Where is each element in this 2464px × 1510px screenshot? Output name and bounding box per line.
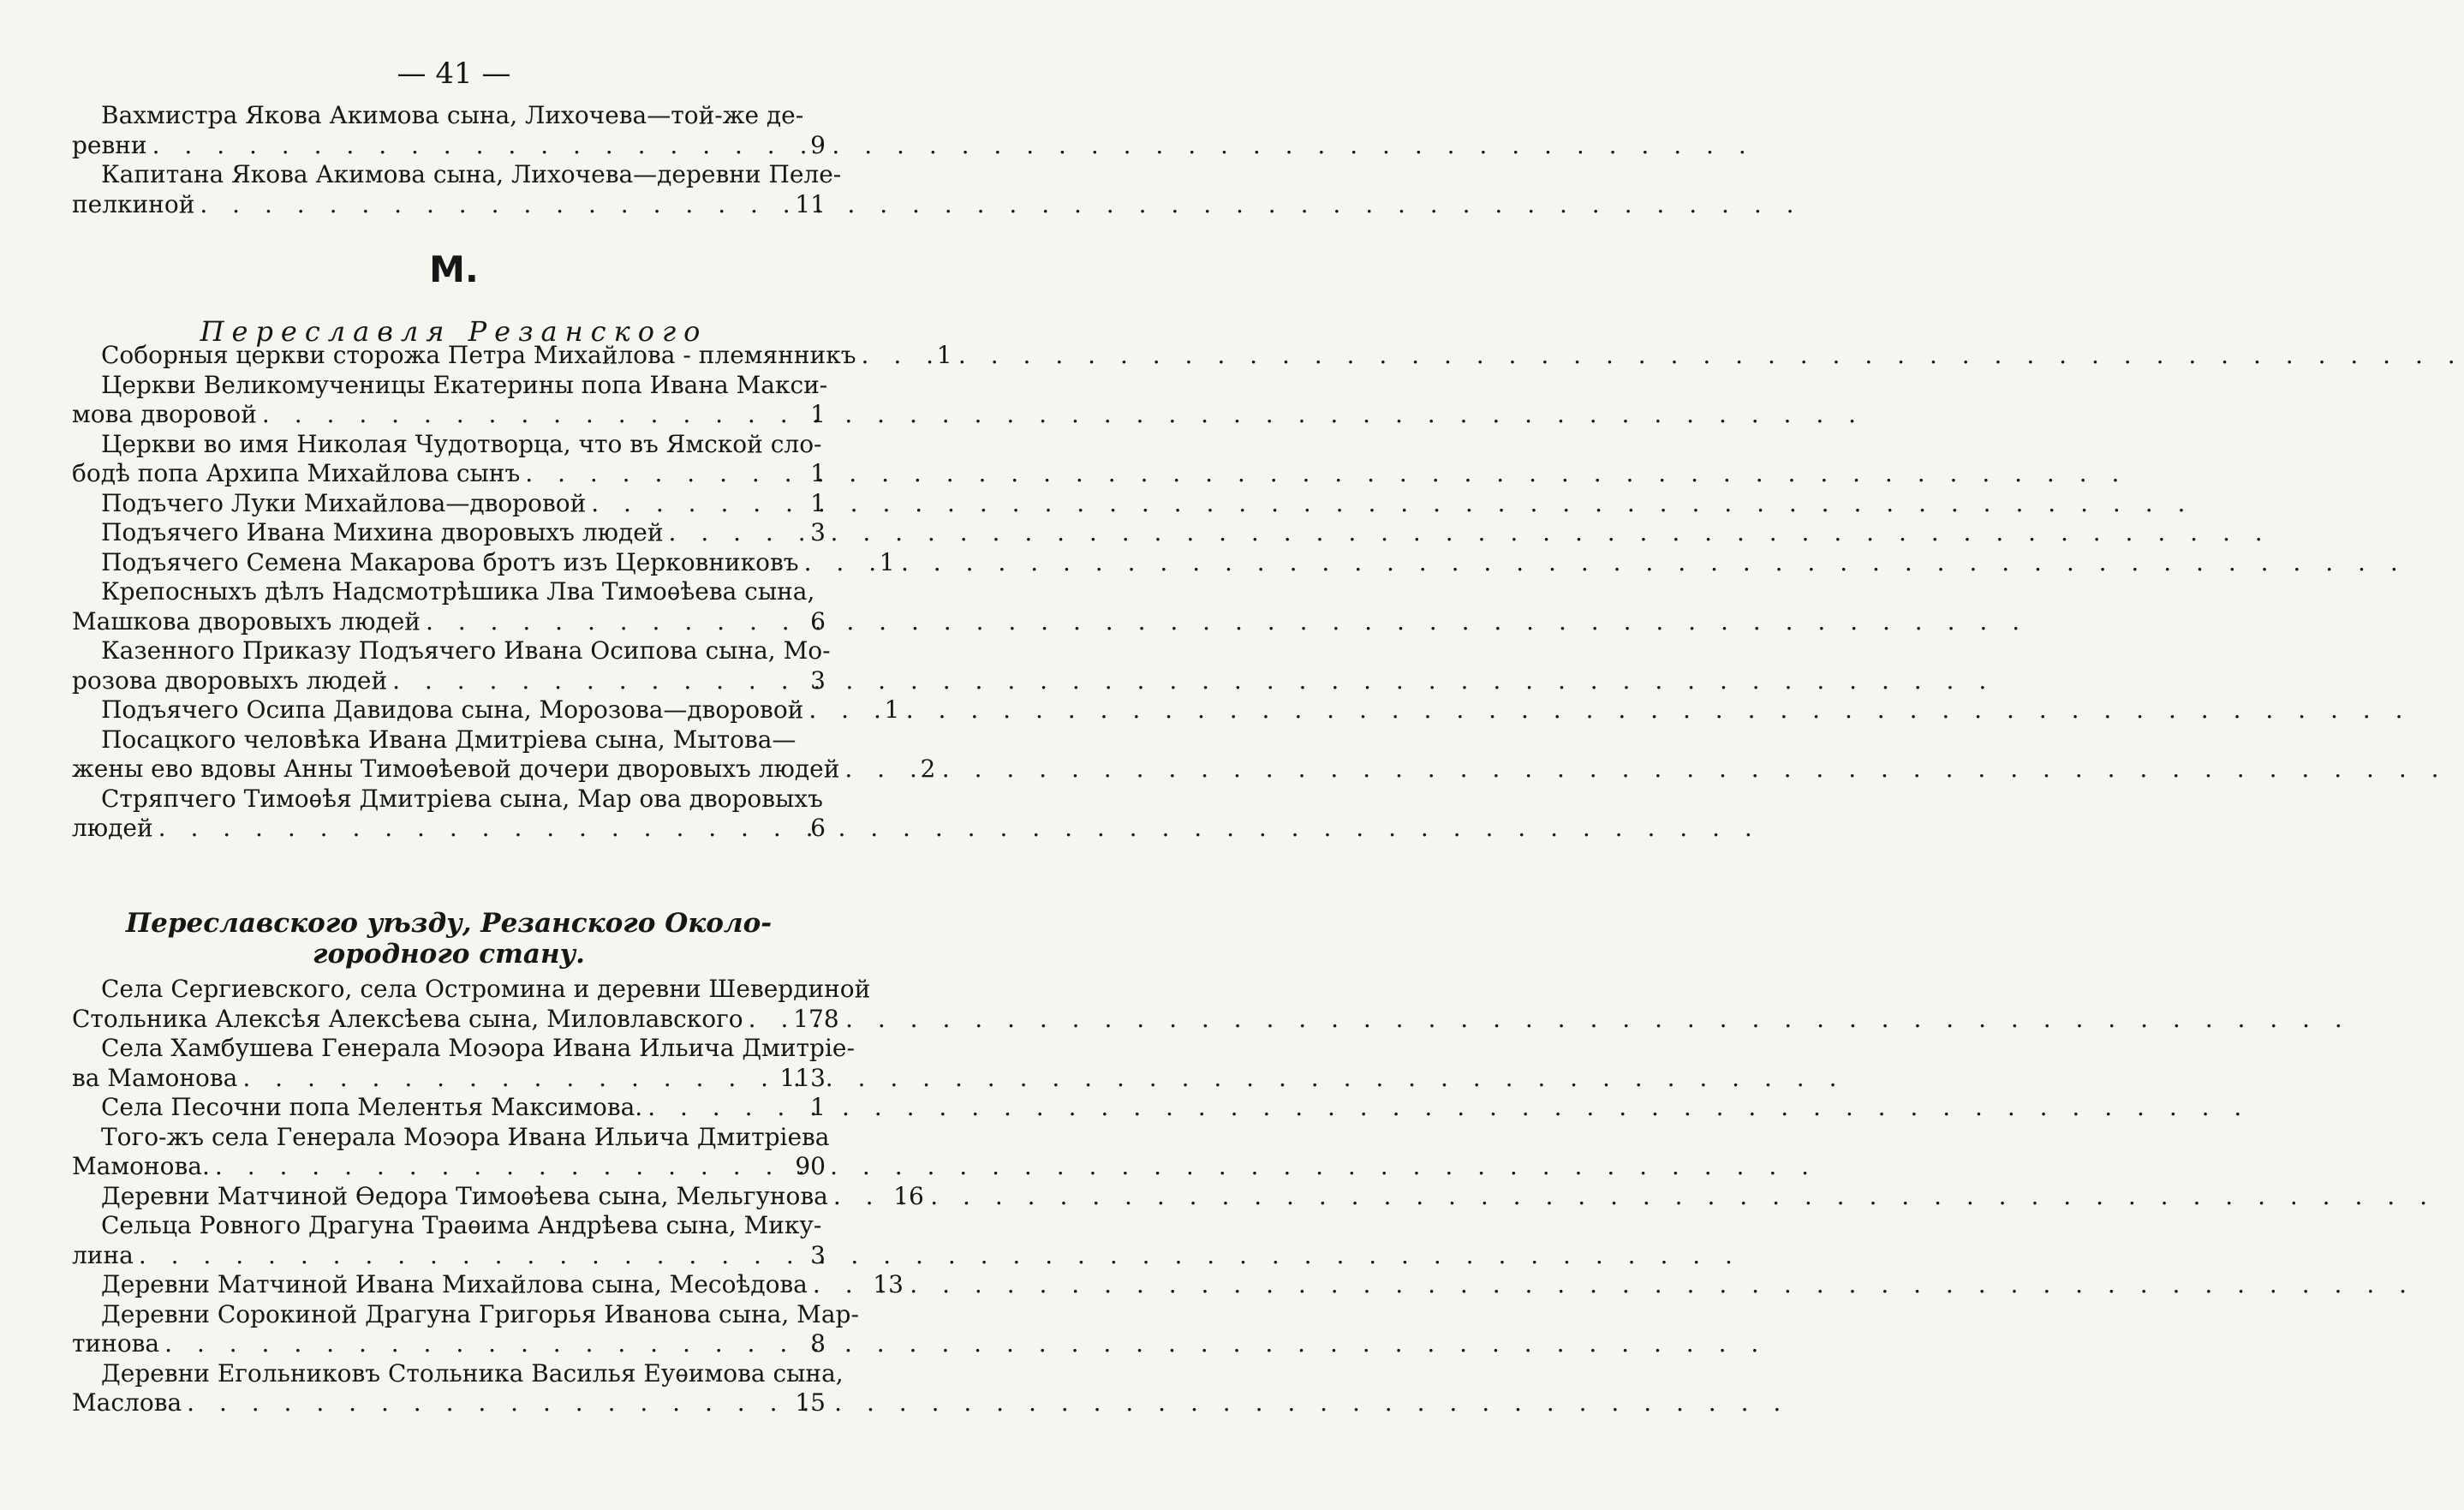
dot-leader bbox=[743, 1005, 754, 1035]
entry-line bbox=[72, 1270, 904, 1300]
entry-count: 1 bbox=[936, 341, 952, 369]
entry-text: ревни bbox=[72, 130, 147, 159]
list-item bbox=[72, 1034, 855, 1093]
entry-text: Церкви Великомученицы Екатерины попа Ивана Макси- bbox=[101, 370, 828, 399]
entry-line bbox=[72, 975, 871, 1005]
dot-leader bbox=[839, 755, 850, 785]
entry-line bbox=[72, 1181, 924, 1212]
list-item bbox=[72, 1358, 844, 1418]
entry-text: Села Песочни попа Мелентья Максимова. bbox=[101, 1093, 643, 1121]
dot-leader bbox=[642, 1093, 740, 1123]
entry-line bbox=[72, 1241, 826, 1271]
entry-text: Машкова дворовыхъ людей bbox=[72, 606, 421, 636]
entry-count: 9 bbox=[810, 130, 826, 159]
entry-line bbox=[72, 636, 831, 666]
entry-count: 11 bbox=[795, 189, 826, 218]
entry-line bbox=[72, 1388, 826, 1418]
entry-text: Деревни Матчиной Ивана Михайлова сына, Месоѣдова bbox=[101, 1270, 808, 1298]
dot-leader bbox=[421, 607, 740, 637]
list-item bbox=[72, 1270, 904, 1300]
dot-leader bbox=[856, 341, 867, 371]
entry-text: Села Сергиевского, села Остромина и деревни Шевердиной bbox=[101, 975, 871, 1003]
entry-text: Посацкого человѣка Ивана Дмитріева сына, Мытова— bbox=[101, 725, 796, 754]
entry-count: 13 bbox=[873, 1270, 904, 1298]
entry-line bbox=[72, 160, 842, 190]
entry-text: Деревни Матчиной Ѳедора Тимоѳѣева сына, Мельгунова bbox=[101, 1181, 828, 1210]
entry-line bbox=[72, 400, 826, 430]
entry-text: Подъячего Ивана Михина дворовыхъ людей bbox=[101, 518, 664, 546]
page-number: — 41 — bbox=[397, 57, 511, 91]
entry-count: 90 bbox=[795, 1152, 826, 1180]
list-item bbox=[72, 1211, 826, 1270]
entry-text: Деревни Егольниковъ Стольника Василья Еуѳимова сына, bbox=[101, 1358, 844, 1388]
list-item bbox=[72, 975, 871, 1034]
entry-line bbox=[72, 1152, 826, 1182]
entry-count: 1 bbox=[810, 1093, 826, 1121]
entry-text: Деревни Сорокиной Драгуна Григорья Иванова сына, Мар- bbox=[101, 1299, 859, 1328]
entry-count: 1 bbox=[884, 695, 900, 724]
list-item bbox=[72, 518, 826, 548]
entry-count: 1 bbox=[810, 459, 826, 487]
dot-leader bbox=[194, 190, 740, 220]
entry-line bbox=[72, 341, 952, 371]
entry-count: 6 bbox=[810, 606, 826, 636]
entry-text: Стряпчего Тимоѳѣя Дмитріева сына, Мар ова дворовыхъ bbox=[101, 784, 823, 813]
dot-leader bbox=[803, 695, 814, 725]
entry-text: Капитана Якова Акимова сына, Лихочева—деревни Пеле- bbox=[101, 160, 842, 188]
entry-text: тинова bbox=[72, 1329, 160, 1358]
list-item bbox=[72, 577, 826, 636]
entry-line bbox=[72, 371, 826, 401]
entry-count: 1 bbox=[879, 547, 895, 576]
entry-text: лина bbox=[72, 1240, 134, 1269]
dot-leader bbox=[387, 666, 740, 696]
entry-count: 113 bbox=[779, 1063, 826, 1092]
list-item bbox=[72, 785, 826, 844]
entry-line bbox=[72, 1064, 826, 1094]
entry-line bbox=[72, 1299, 859, 1330]
section1-heading: Переславля Резанского bbox=[200, 315, 708, 348]
list-item bbox=[72, 695, 900, 725]
entry-count: 16 bbox=[893, 1181, 924, 1210]
entry-line bbox=[72, 101, 826, 131]
dot-leader bbox=[664, 518, 740, 548]
entry-line bbox=[72, 459, 826, 489]
entry-line bbox=[72, 1358, 844, 1389]
entry-text: Подъячего Осипа Давидова сына, Морозова—дворовой bbox=[101, 695, 804, 724]
list-item bbox=[72, 1122, 830, 1182]
dot-leader bbox=[586, 489, 740, 519]
entry-count: 3 bbox=[810, 518, 826, 546]
entry-line bbox=[72, 577, 826, 607]
list-item bbox=[72, 636, 831, 695]
dot-leader bbox=[210, 1152, 740, 1182]
dot-leader bbox=[153, 814, 740, 844]
list-item bbox=[72, 1093, 826, 1123]
entry-text: Подъячего Семена Макарова бротъ изъ Церковниковъ bbox=[101, 547, 799, 576]
entry-line bbox=[72, 1034, 855, 1064]
entry-line bbox=[72, 1122, 830, 1153]
list-item bbox=[72, 489, 826, 519]
entry-line bbox=[72, 785, 826, 815]
entry-text: Крепосныхъ дѣлъ Надсмотрѣшика Лва Тимоѳѣева сына, bbox=[101, 577, 815, 606]
entry-text: Церкви во имя Николая Чудотворца, что въ Ямской сло- bbox=[101, 429, 822, 458]
list-item bbox=[72, 1299, 859, 1359]
entry-count: 178 bbox=[793, 1004, 839, 1033]
list-item bbox=[72, 430, 826, 489]
page bbox=[0, 0, 976, 1510]
entry-count: 8 bbox=[810, 1329, 826, 1358]
entry-line bbox=[72, 1211, 826, 1241]
section2-entries bbox=[72, 975, 924, 1418]
entry-text: розова дворовыхъ людей bbox=[72, 665, 388, 695]
entry-text: Мамонова. bbox=[72, 1152, 210, 1180]
entry-line bbox=[72, 1329, 826, 1359]
entry-line bbox=[72, 695, 900, 725]
entry-line bbox=[72, 489, 826, 519]
entry-line bbox=[72, 814, 826, 844]
entry-count: 15 bbox=[795, 1388, 826, 1417]
list-item bbox=[72, 101, 826, 160]
dot-leader bbox=[159, 1329, 740, 1359]
list-item bbox=[72, 160, 842, 219]
entry-line bbox=[72, 755, 936, 785]
entry-text: Казенного Приказу Подъячего Ивана Осипова сына, Мо- bbox=[101, 636, 831, 665]
list-item bbox=[72, 371, 826, 430]
entry-count: 1 bbox=[810, 488, 826, 517]
dot-leader bbox=[520, 459, 740, 489]
entry-text: Подъчего Луки Михайлова—дворовой bbox=[101, 488, 587, 517]
dot-leader bbox=[237, 1064, 740, 1094]
entry-text: бодѣ попа Архипа Михайлова сынъ bbox=[72, 459, 521, 487]
dot-leader bbox=[182, 1388, 740, 1418]
section2-heading: Переславского уѣзду, Резанского Окологородного стану. bbox=[125, 908, 773, 970]
entry-line bbox=[72, 131, 826, 161]
dot-leader bbox=[808, 1270, 818, 1300]
dot-leader bbox=[828, 1182, 838, 1212]
entry-line bbox=[72, 1004, 839, 1035]
entry-text: людей bbox=[72, 814, 153, 842]
list-item bbox=[72, 341, 952, 371]
entry-text: Соборныя церкви сторожа Петра Михайлова - племянникъ bbox=[101, 341, 856, 369]
entry-line bbox=[72, 190, 826, 220]
entry-line bbox=[72, 607, 826, 637]
entry-count: 1 bbox=[810, 400, 826, 428]
list-item bbox=[72, 547, 895, 578]
list-item bbox=[72, 1181, 924, 1212]
entry-line bbox=[72, 725, 826, 755]
entry-line bbox=[72, 518, 826, 548]
dot-leader bbox=[799, 548, 809, 578]
section-letter: М. bbox=[429, 248, 479, 290]
entry-text: пелкиной bbox=[72, 189, 195, 218]
entry-text: ва Мамонова bbox=[72, 1063, 238, 1092]
list-item bbox=[72, 725, 936, 785]
entry-text: Того-жъ села Генерала Моэора Ивана Ильича Дмитріева bbox=[101, 1122, 830, 1151]
entry-text: мова дворовой bbox=[72, 400, 257, 428]
entry-text: Маслова bbox=[72, 1388, 182, 1417]
entry-text: Вахмистра Якова Акимова сына, Лихочева—той-же де- bbox=[101, 101, 804, 129]
entry-text: Сельца Ровного Драгуна Траѳима Андрѣева сына, Мику- bbox=[101, 1211, 822, 1239]
entry-count: 3 bbox=[810, 1240, 826, 1269]
entry-line bbox=[72, 666, 826, 696]
dot-leader bbox=[257, 400, 740, 430]
dot-leader bbox=[134, 1241, 740, 1271]
entry-count: 2 bbox=[920, 755, 936, 783]
entry-text: жены ево вдовы Анны Тимоѳѣевой дочери дворовыхъ людей bbox=[72, 755, 840, 783]
section1-entries bbox=[72, 341, 952, 844]
dot-leader bbox=[147, 131, 740, 161]
entry-line bbox=[72, 547, 895, 578]
entry-count: 3 bbox=[810, 665, 826, 695]
entry-line bbox=[72, 1093, 826, 1123]
entry-text: Села Хамбушева Генерала Моэора Ивана Ильича Дмитріе- bbox=[101, 1034, 855, 1062]
entry-count: 6 bbox=[810, 814, 826, 842]
intro-entries bbox=[72, 101, 842, 219]
entry-line bbox=[72, 430, 826, 460]
entry-text: Стольника Алексѣя Алексѣева сына, Миловлавского bbox=[72, 1004, 743, 1033]
